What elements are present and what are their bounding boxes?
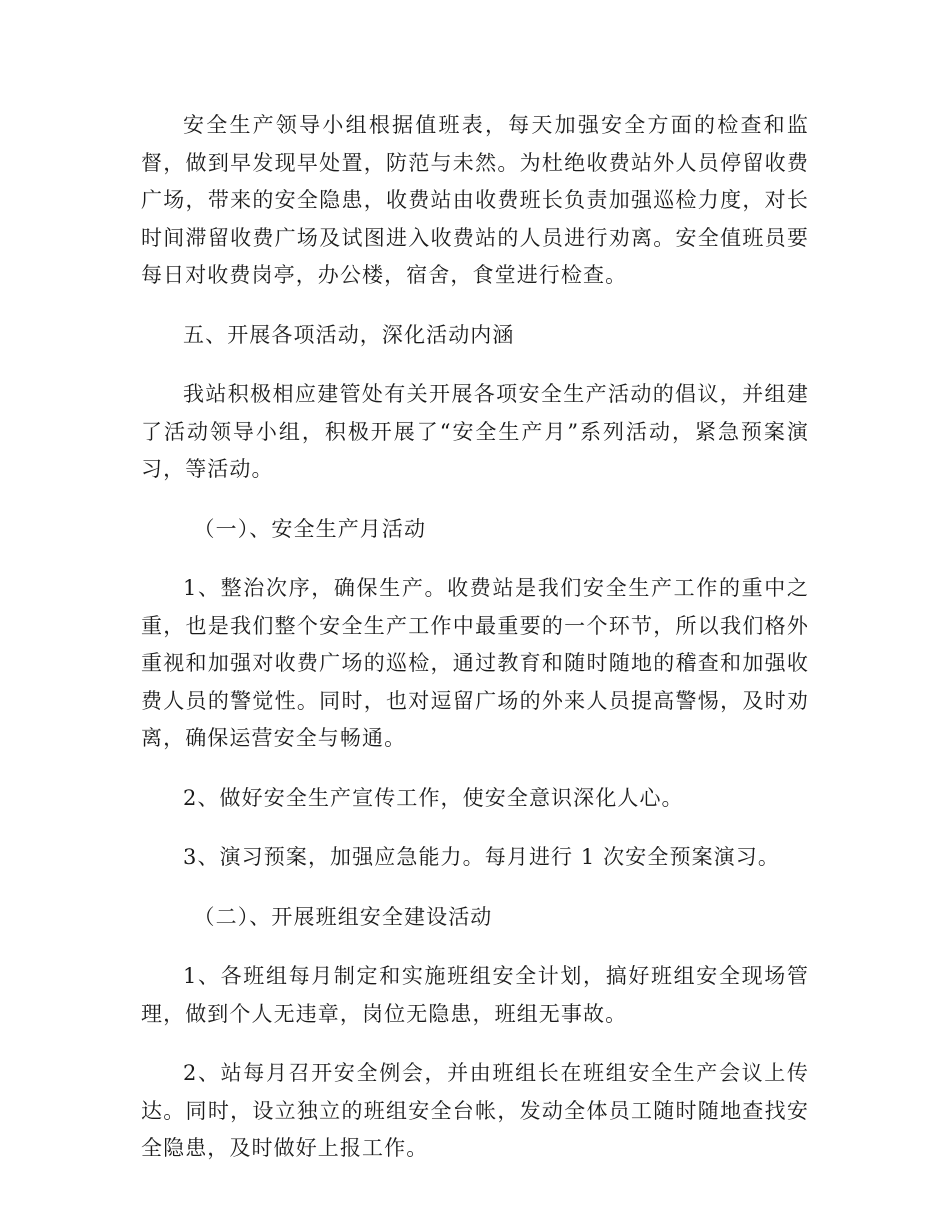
item-2-team-meeting: 2、站每月召开安全例会，并由班组长在班组安全生产会议上传达。同时，设立独立的班组安全台帐，发动全体员工随时随地查找安全隐患，及时做好上报工作。 bbox=[141, 1061, 809, 1160]
paragraph-safety-inspection: 安全生产领导小组根据值班表，每天加强安全方面的检查和监督，做到早发现早处置，防范与未然。为杜绝收费站外人员停留收费广场，带来的安全隐患，收费站由收费班长负责加强巡检力度，对长时间滞留收费广场及试图进入收费站的人员进行劝离。安全值班员要每日对收费岗亭，办公楼，宿舍，食堂进行检查。 bbox=[141, 113, 809, 287]
subsection-heading-2: （二）、开展班组安全建设活动 bbox=[193, 904, 493, 929]
paragraph-activities-intro: 我站积极相应建管处有关开展各项安全生产活动的倡议，并组建了活动领导小组，积极开展了“安全生产月”系列活动，紧急预案演习，等活动。 bbox=[141, 382, 809, 481]
document-body bbox=[141, 107, 809, 1190]
item-2-publicity: 2、做好安全生产宣传工作，使安全意识深化人心。 bbox=[183, 785, 684, 810]
item-1-team-plan: 1、各班组每月制定和实施班组安全计划，搞好班组安全现场管理，做到个人无违章，岗位无隐患，班组无事故。 bbox=[141, 964, 809, 1026]
item-3-drill: 3、演习预案，加强应急能力。每月进行 1 次安全预案演习。 bbox=[183, 845, 780, 869]
item-1-order: 1、整治次序，确保生产。收费站是我们安全生产工作的重中之重，也是我们整个安全生产工作中最重要的一个环节，所以我们格外重视和加强对收费广场的巡检，通过教育和随时随地的稽查和加强收费人员的警觉性。同时，也对逗留广场的外来人员提高警惕，及时劝离，确保运营安全与畅通。 bbox=[141, 576, 809, 750]
subsection-heading-1: （一）、安全生产月活动 bbox=[193, 516, 427, 541]
section-heading-5: 五、开展各项活动，深化活动内涵 bbox=[183, 322, 515, 347]
